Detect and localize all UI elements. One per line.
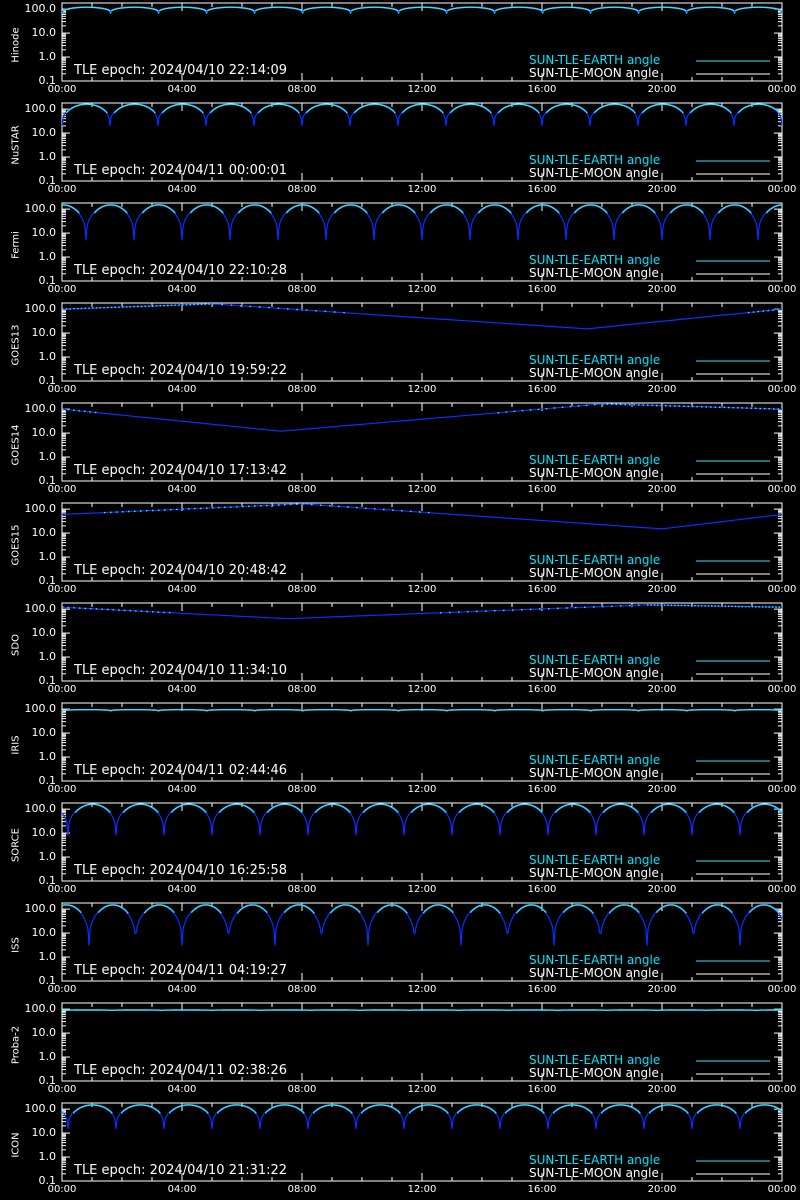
x-tick-label: 00:00 <box>767 784 797 795</box>
satellite-name: GOES13 <box>10 324 22 366</box>
satellite-name: Hinode <box>10 27 22 63</box>
legend-earth-label: SUN-TLE-EARTH angle <box>529 1053 661 1067</box>
y-tick-label: 10.0 <box>31 826 56 840</box>
x-tick-label: 16:00 <box>527 1184 557 1195</box>
y-tick-label: 1.0 <box>38 450 56 464</box>
panel-proba-2 <box>0 1000 800 1100</box>
x-tick-label: 04:00 <box>167 284 197 295</box>
legend-earth-label: SUN-TLE-EARTH angle <box>529 153 661 167</box>
y-tick-label: 0.1 <box>38 1074 56 1087</box>
x-tick-label: 00:00 <box>767 684 797 695</box>
x-tick-label: 04:00 <box>167 1184 197 1195</box>
x-tick-label: 20:00 <box>647 84 677 95</box>
y-tick-label: 0.1 <box>38 174 56 187</box>
legend-moon-label: SUN-TLE-MOON angle <box>529 366 659 380</box>
x-tick-label: 16:00 <box>527 784 557 795</box>
x-tick-label: 00:00 <box>47 984 77 995</box>
x-tick-label: 04:00 <box>167 784 197 795</box>
panel-goes14 <box>0 400 800 500</box>
legend-earth-label: SUN-TLE-EARTH angle <box>529 53 661 67</box>
satellite-name: SDO <box>10 634 22 656</box>
series-highlight-earth-angle <box>62 605 784 613</box>
x-tick-label: 00:00 <box>767 184 797 195</box>
x-tick-label: 00:00 <box>47 384 77 395</box>
x-tick-label: 08:00 <box>287 184 317 195</box>
series-highlight-earth-angle <box>62 205 784 213</box>
tle-epoch-text: TLE epoch: 2024/04/10 16:25:58 <box>74 863 288 878</box>
x-tick-label: 04:00 <box>167 484 197 495</box>
panel-iris <box>0 700 800 800</box>
series-highlight-earth-angle <box>75 804 783 812</box>
x-tick-label: 20:00 <box>647 1084 677 1095</box>
x-tick-label: 16:00 <box>527 84 557 95</box>
y-tick-label: 1.0 <box>38 650 56 664</box>
satellite-name: GOES14 <box>10 424 22 466</box>
legend-moon-label: SUN-TLE-MOON angle <box>529 966 659 980</box>
y-tick-label: 1.0 <box>38 750 56 764</box>
tle-epoch-text: TLE epoch: 2024/04/10 21:31:22 <box>74 1163 288 1178</box>
y-tick-label: 10.0 <box>31 626 56 640</box>
panel-hinode <box>0 0 800 100</box>
y-tick-label: 1.0 <box>38 1150 56 1164</box>
panel-sdo <box>0 600 800 700</box>
x-tick-label: 08:00 <box>287 1084 317 1095</box>
satellite-name: Fermi <box>10 231 22 259</box>
legend-earth-label: SUN-TLE-EARTH angle <box>529 1153 661 1167</box>
x-tick-label: 16:00 <box>527 484 557 495</box>
x-tick-label: 16:00 <box>527 284 557 295</box>
series-highlight-earth-angle <box>104 504 430 513</box>
legend-moon-label: SUN-TLE-MOON angle <box>529 266 659 280</box>
satellite-name: Proba-2 <box>10 1025 22 1065</box>
tle-epoch-text: TLE epoch: 2024/04/11 02:44:46 <box>74 763 288 778</box>
panel-goes15 <box>0 500 800 600</box>
y-tick-label: 1.0 <box>38 950 56 964</box>
x-tick-label: 08:00 <box>287 284 317 295</box>
y-tick-label: 10.0 <box>31 726 56 740</box>
x-tick-label: 00:00 <box>47 484 77 495</box>
series-line-earth-angle <box>62 905 782 946</box>
y-tick-label: 0.1 <box>38 274 56 287</box>
legend-earth-label: SUN-TLE-EARTH angle <box>529 853 661 867</box>
x-tick-label: 12:00 <box>407 1084 437 1095</box>
y-tick-label: 10.0 <box>31 926 56 940</box>
x-tick-label: 00:00 <box>767 1184 797 1195</box>
y-tick-label: 10.0 <box>31 526 56 540</box>
x-tick-label: 16:00 <box>527 884 557 895</box>
satellite-name: IRIS <box>10 735 22 755</box>
y-tick-label: 100.0 <box>24 602 56 616</box>
y-tick-label: 10.0 <box>31 1126 56 1140</box>
y-tick-label: 100.0 <box>24 2 56 16</box>
satellite-name: NuSTAR <box>10 125 22 165</box>
satellite-name: ICON <box>10 1132 22 1158</box>
x-tick-label: 20:00 <box>647 584 677 595</box>
satellite-name: GOES15 <box>10 524 22 566</box>
x-tick-label: 12:00 <box>407 884 437 895</box>
y-tick-label: 100.0 <box>24 302 56 316</box>
x-tick-label: 00:00 <box>767 284 797 295</box>
series-highlight-earth-angle <box>62 710 784 711</box>
y-tick-label: 10.0 <box>31 1026 56 1040</box>
y-tick-label: 0.1 <box>38 474 56 487</box>
legend-earth-label: SUN-TLE-EARTH angle <box>529 653 661 667</box>
x-tick-label: 16:00 <box>527 584 557 595</box>
x-tick-label: 04:00 <box>167 584 197 595</box>
y-tick-label: 100.0 <box>24 1102 56 1116</box>
tle-epoch-text: TLE epoch: 2024/04/10 20:48:42 <box>74 563 288 578</box>
x-tick-label: 20:00 <box>647 884 677 895</box>
x-tick-label: 20:00 <box>647 684 677 695</box>
y-tick-label: 10.0 <box>31 426 56 440</box>
x-tick-label: 20:00 <box>647 284 677 295</box>
tle-epoch-text: TLE epoch: 2024/04/11 00:00:01 <box>74 163 288 178</box>
legend-moon-label: SUN-TLE-MOON angle <box>529 166 659 180</box>
series-highlight-earth-angle <box>62 905 780 913</box>
y-tick-label: 1.0 <box>38 350 56 364</box>
y-tick-label: 100.0 <box>24 702 56 716</box>
legend-earth-label: SUN-TLE-EARTH angle <box>529 353 661 367</box>
x-tick-label: 00:00 <box>47 884 77 895</box>
x-tick-label: 08:00 <box>287 984 317 995</box>
y-tick-label: 100.0 <box>24 1002 56 1016</box>
series-highlight-earth-angle <box>62 404 784 413</box>
x-tick-label: 16:00 <box>527 1084 557 1095</box>
y-tick-label: 1.0 <box>38 150 56 164</box>
satellite-name: SORCE <box>10 828 22 862</box>
x-tick-label: 08:00 <box>287 784 317 795</box>
x-tick-label: 12:00 <box>407 84 437 95</box>
x-tick-label: 00:00 <box>47 784 77 795</box>
x-tick-label: 20:00 <box>647 484 677 495</box>
x-tick-label: 12:00 <box>407 484 437 495</box>
x-tick-label: 12:00 <box>407 384 437 395</box>
panel-iss <box>0 900 800 1000</box>
x-tick-label: 00:00 <box>47 1184 77 1195</box>
y-tick-label: 10.0 <box>31 26 56 40</box>
x-tick-label: 20:00 <box>647 384 677 395</box>
y-tick-label: 1.0 <box>38 250 56 264</box>
legend-moon-label: SUN-TLE-MOON angle <box>529 1166 659 1180</box>
x-tick-label: 12:00 <box>407 584 437 595</box>
series-highlight-earth-angle <box>62 7 784 13</box>
x-tick-label: 16:00 <box>527 984 557 995</box>
legend-earth-label: SUN-TLE-EARTH angle <box>529 453 661 467</box>
y-tick-label: 10.0 <box>31 126 56 140</box>
x-tick-label: 12:00 <box>407 1184 437 1195</box>
y-tick-label: 1.0 <box>38 50 56 64</box>
y-tick-label: 100.0 <box>24 802 56 816</box>
x-tick-label: 12:00 <box>407 684 437 695</box>
legend-moon-label: SUN-TLE-MOON angle <box>529 1066 659 1080</box>
x-tick-label: 00:00 <box>47 684 77 695</box>
x-tick-label: 00:00 <box>767 984 797 995</box>
series-highlight-earth-angle <box>66 104 780 112</box>
y-tick-label: 10.0 <box>31 226 56 240</box>
tle-epoch-text: TLE epoch: 2024/04/10 22:10:28 <box>74 263 288 278</box>
x-tick-label: 00:00 <box>767 884 797 895</box>
y-tick-label: 0.1 <box>38 674 56 687</box>
x-tick-label: 12:00 <box>407 984 437 995</box>
legend-moon-label: SUN-TLE-MOON angle <box>529 566 659 580</box>
x-tick-label: 08:00 <box>287 684 317 695</box>
x-tick-label: 08:00 <box>287 584 317 595</box>
y-tick-label: 0.1 <box>38 874 56 887</box>
tle-epoch-text: TLE epoch: 2024/04/11 04:19:27 <box>74 963 288 978</box>
x-tick-label: 12:00 <box>407 784 437 795</box>
legend-moon-label: SUN-TLE-MOON angle <box>529 466 659 480</box>
x-tick-label: 04:00 <box>167 1084 197 1095</box>
x-tick-label: 08:00 <box>287 84 317 95</box>
legend-moon-label: SUN-TLE-MOON angle <box>529 666 659 680</box>
x-tick-label: 00:00 <box>47 184 77 195</box>
x-tick-label: 16:00 <box>527 684 557 695</box>
x-tick-label: 20:00 <box>647 984 677 995</box>
tle-epoch-text: TLE epoch: 2024/04/11 02:38:26 <box>74 1063 288 1078</box>
legend-earth-label: SUN-TLE-EARTH angle <box>529 553 661 567</box>
tle-epoch-text: TLE epoch: 2024/04/10 22:14:09 <box>74 63 288 78</box>
x-tick-label: 20:00 <box>647 1184 677 1195</box>
legend-earth-label: SUN-TLE-EARTH angle <box>529 953 661 967</box>
y-tick-label: 100.0 <box>24 202 56 216</box>
x-tick-label: 00:00 <box>47 284 77 295</box>
x-tick-label: 12:00 <box>407 284 437 295</box>
x-tick-label: 00:00 <box>767 484 797 495</box>
legend-moon-label: SUN-TLE-MOON angle <box>529 766 659 780</box>
x-tick-label: 00:00 <box>767 584 797 595</box>
tle-epoch-text: TLE epoch: 2024/04/10 17:13:42 <box>74 463 288 478</box>
x-tick-label: 00:00 <box>47 584 77 595</box>
y-tick-label: 100.0 <box>24 402 56 416</box>
x-tick-label: 04:00 <box>167 884 197 895</box>
x-tick-label: 08:00 <box>287 484 317 495</box>
tle-epoch-text: TLE epoch: 2024/04/10 19:59:22 <box>74 363 288 378</box>
y-tick-label: 100.0 <box>24 102 56 116</box>
x-tick-label: 04:00 <box>167 984 197 995</box>
legend-moon-label: SUN-TLE-MOON angle <box>529 866 659 880</box>
x-tick-label: 16:00 <box>527 384 557 395</box>
panel-nustar <box>0 100 800 200</box>
x-tick-label: 00:00 <box>767 1084 797 1095</box>
panel-goes13 <box>0 300 800 400</box>
y-tick-label: 1.0 <box>38 550 56 564</box>
y-tick-label: 0.1 <box>38 574 56 587</box>
x-tick-label: 20:00 <box>647 784 677 795</box>
y-tick-label: 100.0 <box>24 502 56 516</box>
x-tick-label: 04:00 <box>167 684 197 695</box>
series-highlight-earth-angle <box>62 1105 784 1113</box>
x-tick-label: 00:00 <box>767 84 797 95</box>
y-tick-label: 0.1 <box>38 1174 56 1187</box>
y-tick-label: 0.1 <box>38 74 56 87</box>
tle-epoch-text: TLE epoch: 2024/04/10 11:34:10 <box>74 663 288 678</box>
x-tick-label: 04:00 <box>167 384 197 395</box>
x-tick-label: 04:00 <box>167 184 197 195</box>
legend-earth-label: SUN-TLE-EARTH angle <box>529 753 661 767</box>
x-tick-label: 00:00 <box>767 384 797 395</box>
panel-fermi <box>0 200 800 300</box>
x-tick-label: 08:00 <box>287 384 317 395</box>
y-tick-label: 1.0 <box>38 1050 56 1064</box>
x-tick-label: 08:00 <box>287 1184 317 1195</box>
y-tick-label: 10.0 <box>31 326 56 340</box>
x-tick-label: 00:00 <box>47 1084 77 1095</box>
x-tick-label: 20:00 <box>647 184 677 195</box>
legend-moon-label: SUN-TLE-MOON angle <box>529 66 659 80</box>
y-tick-label: 0.1 <box>38 774 56 787</box>
y-tick-label: 1.0 <box>38 850 56 864</box>
y-tick-label: 0.1 <box>38 374 56 387</box>
x-tick-label: 00:00 <box>47 84 77 95</box>
x-tick-label: 04:00 <box>167 84 197 95</box>
y-tick-label: 0.1 <box>38 974 56 987</box>
panel-icon <box>0 1100 800 1200</box>
panel-sorce <box>0 800 800 900</box>
x-tick-label: 08:00 <box>287 884 317 895</box>
y-tick-label: 100.0 <box>24 902 56 916</box>
x-tick-label: 16:00 <box>527 184 557 195</box>
legend-earth-label: SUN-TLE-EARTH angle <box>529 253 661 267</box>
x-tick-label: 12:00 <box>407 184 437 195</box>
satellite-name: ISS <box>10 937 22 953</box>
